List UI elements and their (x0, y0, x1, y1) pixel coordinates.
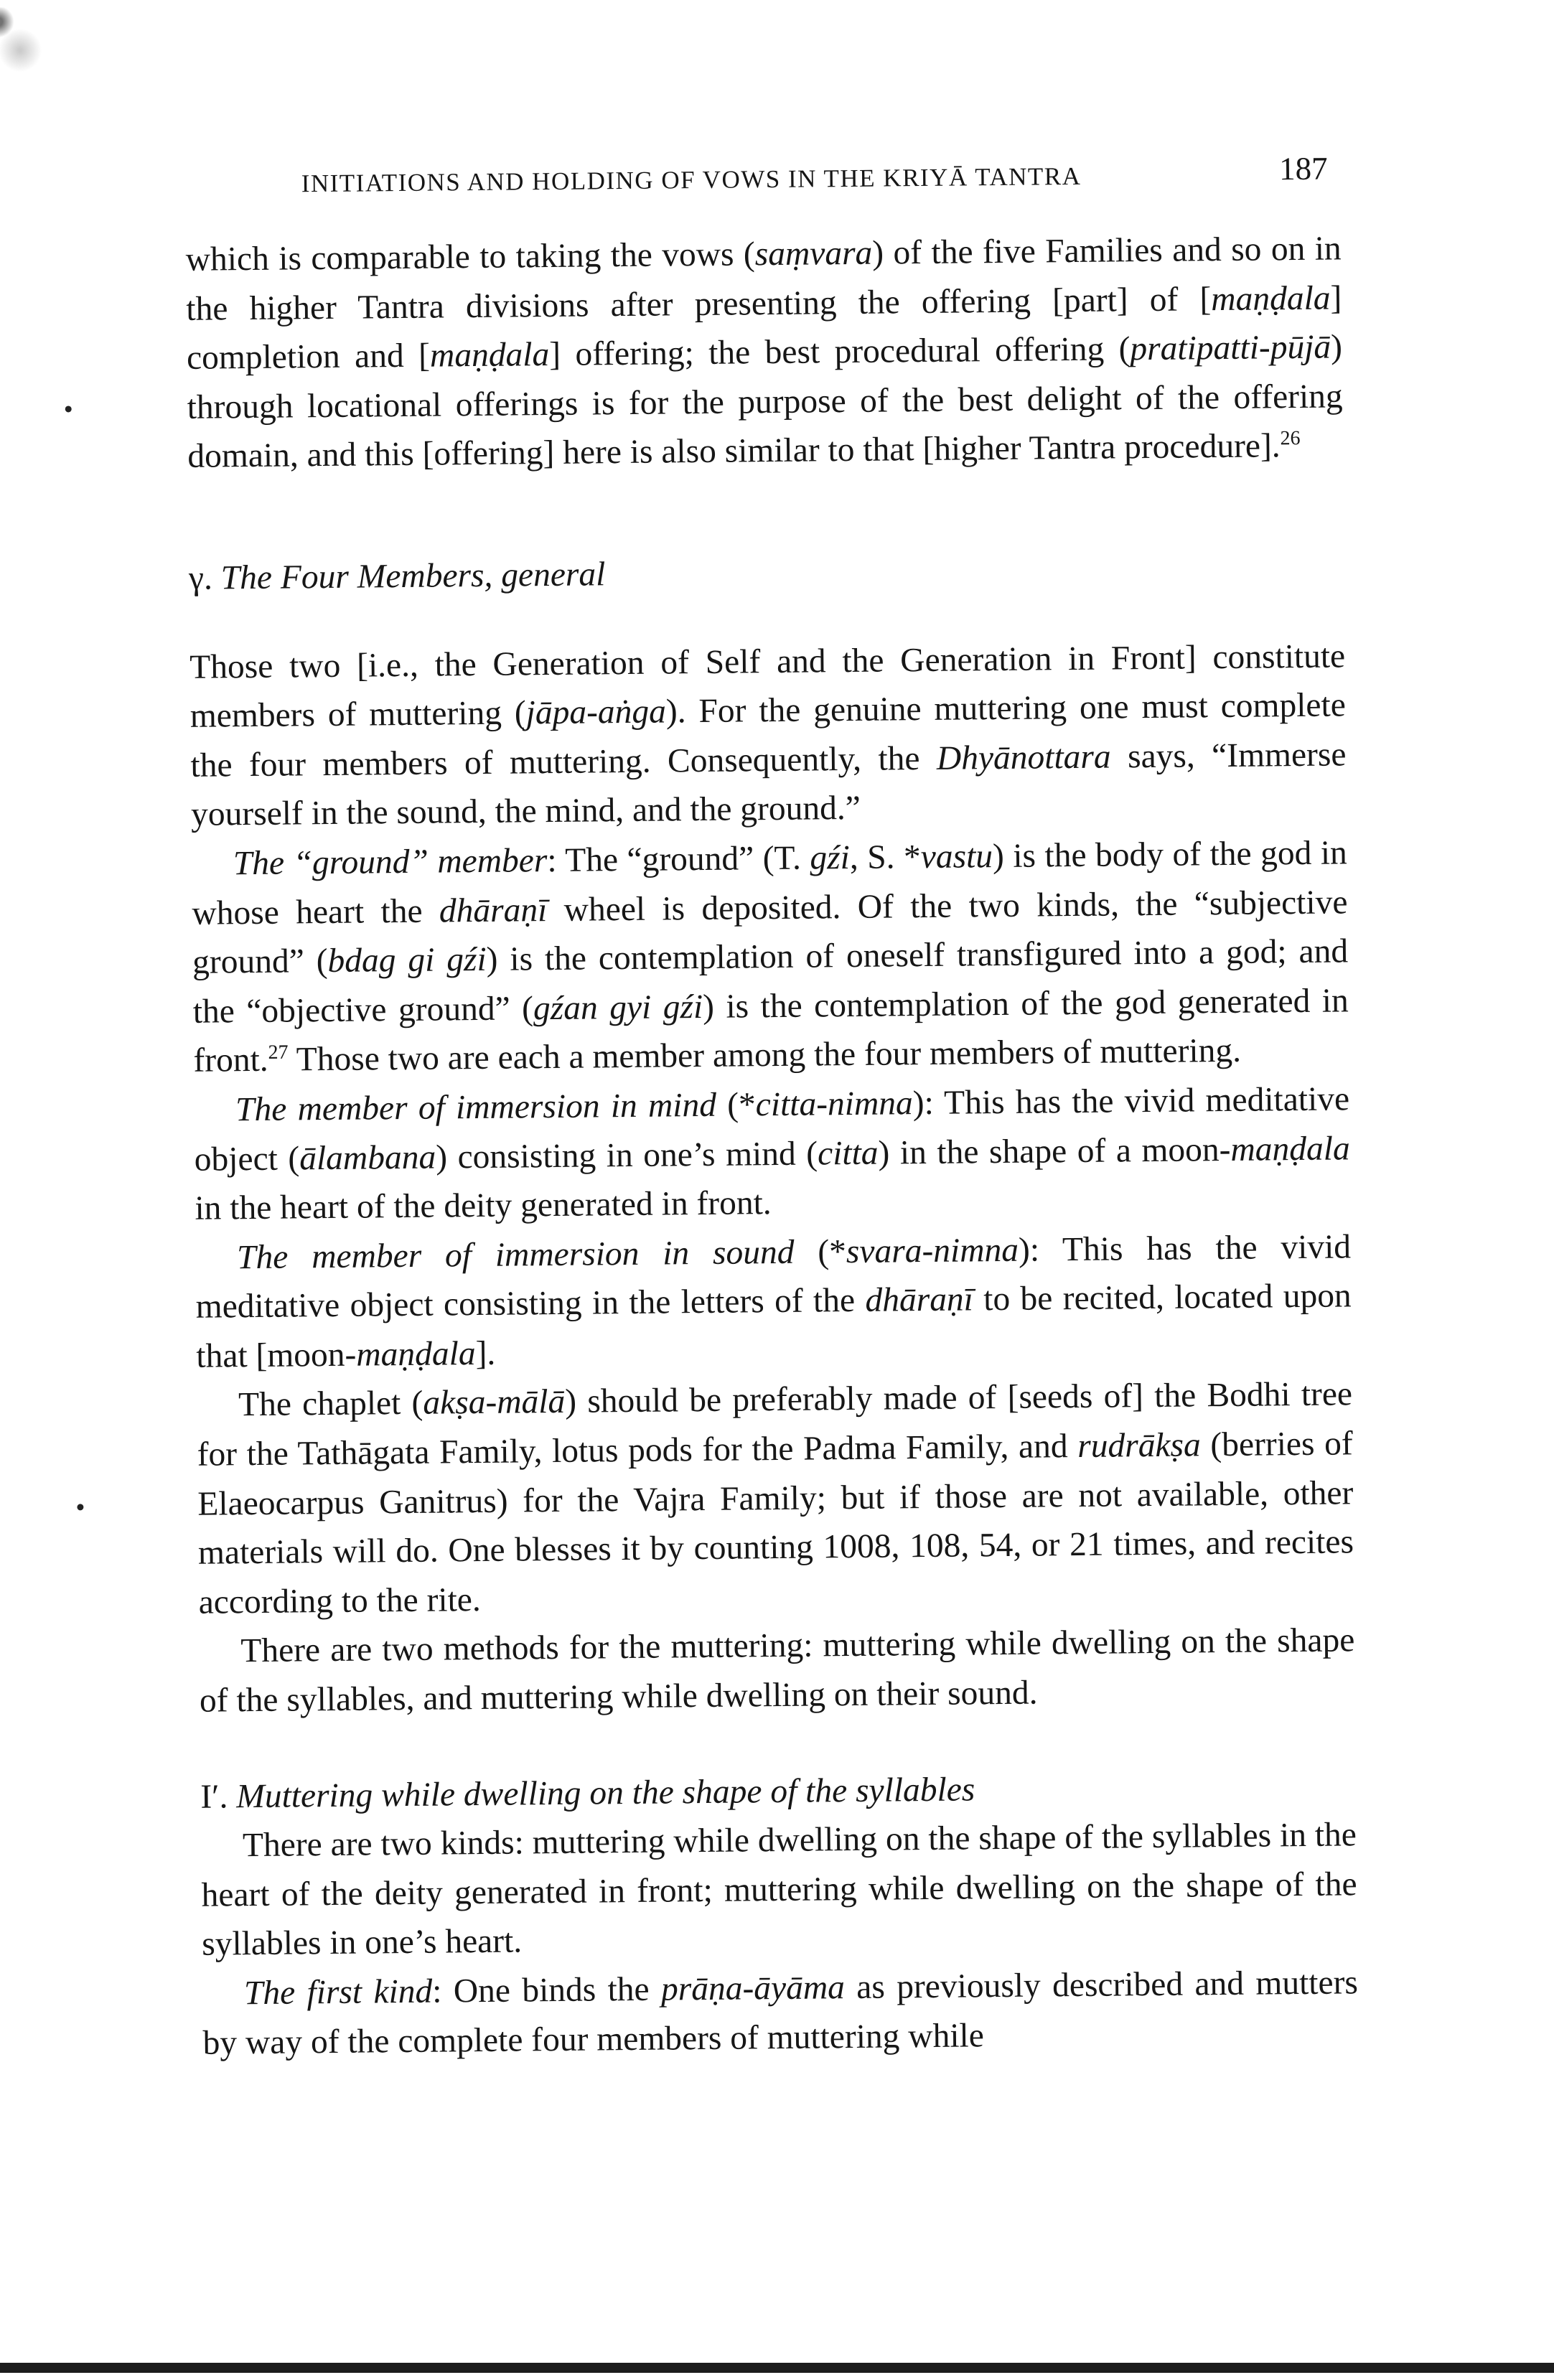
term: prāṇa-āyāma (660, 1969, 846, 2008)
paragraph (185, 224, 1343, 481)
term: svara-nimna (846, 1231, 1019, 1270)
term: rudrākṣa (1077, 1426, 1202, 1466)
term: citta (817, 1134, 879, 1172)
scan-edge (0, 2363, 1554, 2373)
text-run: ) is the contemplation of oneself transfigured into a god; and the “objective ground” ( (192, 932, 1349, 1031)
section-title: Muttering while dwelling on the shape of the syllables (236, 1771, 975, 1815)
text-run: , S. * (849, 838, 921, 876)
margin-dot (65, 406, 72, 412)
running-head: INITIATIONS AND HOLDING OF VOWS IN THE KRIYĀ TANTRA (301, 161, 1082, 198)
term: The “ground” member (233, 842, 548, 883)
term: dhāraṇī (439, 891, 548, 930)
term: maṇḍala (1230, 1129, 1350, 1168)
text-run: ): This has the vivid meditative object consisting in the letters of the (195, 1228, 1352, 1326)
paragraph (199, 1616, 1355, 1726)
margin-dot (77, 1504, 83, 1510)
footnote-ref: 27 (268, 1041, 289, 1064)
text-run: ). For the genuine muttering one must complete the four members of muttering. Consequently, the (190, 686, 1347, 784)
text-run: Those two [i.e., the Generation of Self and the Generation in Front] constitute members of muttering ( (189, 637, 1346, 735)
text-run: Those two are each a member among the four members of muttering. (288, 1032, 1242, 1079)
term: citta-nimna (755, 1084, 914, 1124)
text-run: ]. (475, 1334, 496, 1372)
text-run: ] completion and [ (186, 279, 1342, 378)
text-run: to be recited, located upon that [moon- (196, 1277, 1352, 1375)
term: Dhyānottara (936, 738, 1111, 777)
text-run: ) should be preferably made of [seeds of] the Bodhi tree for the Tathāgata Family, lotus pods for the Padma Family, and (197, 1375, 1353, 1474)
text-run: The chaplet ( (238, 1385, 423, 1424)
term: The first kind (243, 1972, 433, 2013)
text-run: (* (716, 1086, 757, 1124)
text-run: wheel is deposited. Of the two kinds, the “subjective ground” ( (192, 883, 1348, 981)
term: The member of immersion in sound (236, 1233, 795, 1276)
text-run: says, “Immerse yourself in the sound, the mind, and the ground.” (190, 736, 1347, 834)
term: akṣa-mālā (423, 1383, 566, 1423)
term: bdag gi gźi (327, 941, 487, 980)
term: ālambana (299, 1138, 436, 1177)
text-run: as previously described and mutters by way of the complete four members of muttering while (202, 1964, 1359, 2062)
text-run: (* (794, 1232, 847, 1271)
text-run: (berries of Elaeocarpus Ganitrus) for the Vajra Family; but if those are not available, other materials will do. One blesses it by counting 1008, 108, 54, or 21 times, and recites according to the rite. (197, 1425, 1354, 1621)
paragraph (202, 1958, 1359, 2068)
term: dhāraṇī (865, 1280, 974, 1320)
text-run: ) of the five Families and so on in the higher Tantra divisions after presenting the offering [part] of [ (186, 230, 1342, 328)
term: gźan gyi gźi (533, 988, 703, 1027)
text-run: ) consisting in one’s mind ( (435, 1134, 818, 1176)
text-run: ] offering; the best procedural offering ( (548, 330, 1131, 374)
section-label: I′. (200, 1778, 228, 1816)
text-run: : One binds the (431, 1970, 662, 2010)
text-run: which is comparable to taking the vows ( (185, 235, 755, 278)
page-header (301, 150, 1328, 198)
text-run: ) is the body of the god in whose heart the (192, 834, 1347, 932)
term: maṇḍala (1211, 279, 1331, 318)
footnote-ref: 26 (1280, 427, 1301, 450)
text-run: in the heart of the deity generated in front. (195, 1184, 772, 1227)
section-label: γ. (188, 559, 213, 597)
term: gźi (810, 838, 851, 877)
text-run: There are two methods for the muttering: muttering while dwelling on the shape of the syllables, and muttering while dwelling on their sound. (199, 1621, 1355, 1720)
paragraph (197, 1370, 1354, 1627)
term: The member of immersion in mind (235, 1086, 717, 1129)
paragraph (194, 1074, 1351, 1233)
term: vastu (920, 838, 993, 876)
paragraph (191, 828, 1349, 1085)
term: maṇḍala (429, 336, 550, 375)
paragraph (195, 1222, 1352, 1381)
text-run: ): This has the vivid meditative object ( (194, 1080, 1350, 1179)
paragraph (189, 632, 1347, 840)
text-run: ) through locational offerings is for the purpose of the best delight of the offering domain, and this [offering] here is also similar to that [higher Tantra procedure]. (187, 328, 1343, 476)
paragraph (201, 1811, 1358, 1969)
text-run: ) is the contemplation of the god generated in front. (193, 982, 1349, 1080)
scan-corner-mark (0, 7, 56, 87)
term: jāpa-aṅga (525, 693, 667, 732)
term: maṇḍala (356, 1334, 476, 1374)
term: pratipatti-pūjā (1130, 328, 1331, 368)
text-run: There are two kinds: muttering while dwelling on the shape of the syllables in the heart of the deity generated in front; muttering while dwelling on the shape of the syllables in one’s heart. (201, 1816, 1357, 1964)
text-run: ) in the shape of a moon- (878, 1130, 1231, 1172)
text-run: : The “ground” (T. (547, 839, 810, 880)
page-number: 187 (1278, 150, 1328, 187)
body-text (185, 224, 1358, 2068)
term: saṃvara (754, 234, 873, 273)
section-title: The Four Members, general (220, 556, 606, 597)
